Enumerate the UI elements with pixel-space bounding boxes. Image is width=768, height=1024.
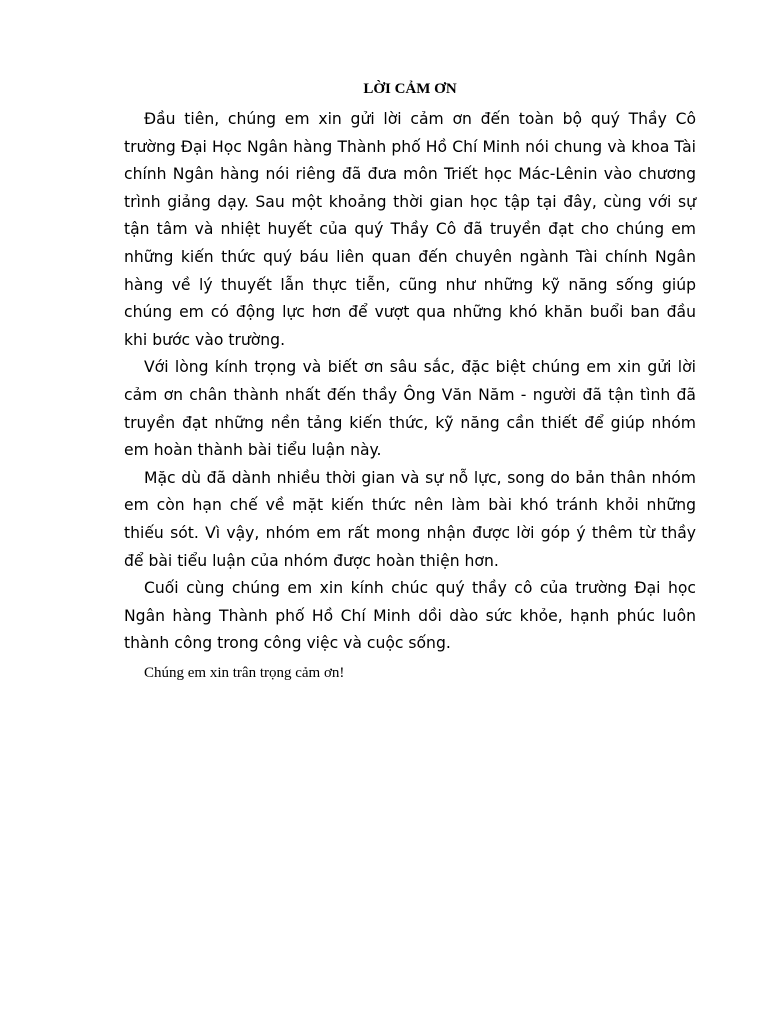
document-page <box>124 78 696 684</box>
page-title: LỜI CẢM ƠN <box>363 81 457 97</box>
paragraph-wishes: Cuối cùng chúng em xin kính chúc quý thầy cô của trường Đại học Ngân hàng Thành phố Hồ Chí Minh dồi dào sức khỏe, hạnh phúc luôn thành công trong công việc và cuộc sống. <box>124 579 696 653</box>
paragraph-introduction: Đầu tiên, chúng em xin gửi lời cảm ơn đến toàn bộ quý Thầy Cô trường Đại Học Ngân hàng Thành phố Hồ Chí Minh nói chung và khoa Tài chính Ngân hàng nói riêng đã đưa môn Triết học Mác-Lênin vào chương trình giảng dạy. Sau một khoảng thời gian học tập tại đây, cùng với sự tận tâm và nhiệt huyết của quý Thầy Cô đã truyền đạt cho chúng em những kiến thức quý báu liên quan đến chuyên ngành Tài chính Ngân hàng về lý thuyết lẫn thực tiễn, cũng như những kỹ năng sống giúp chúng em có động lực hơn để vượt qua những khó khăn buổi ban đầu khi bước vào trường. <box>124 110 696 349</box>
closing-line: Chúng em xin trân trọng cảm ơn! <box>144 664 345 681</box>
paragraph-gratitude-teacher: Với lòng kính trọng và biết ơn sâu sắc, đặc biệt chúng em xin gửi lời cảm ơn chân thành nhất đến thầy Ông Văn Năm - người đã tận tình đã truyền đạt những nền tảng kiến thức, kỹ năng cần thiết để giúp nhóm em hoàn thành bài tiểu luận này. <box>124 358 696 460</box>
paragraph-limitations: Mặc dù đã dành nhiều thời gian và sự nỗ lực, song do bản thân nhóm em còn hạn chế về mặt kiến thức nên làm bài khó tránh khỏi những thiếu sót. Vì vậy, nhóm em rất mong nhận được lời góp ý thêm từ thầy để bài tiểu luận của nhóm được hoàn thiện hơn. <box>124 468 696 570</box>
